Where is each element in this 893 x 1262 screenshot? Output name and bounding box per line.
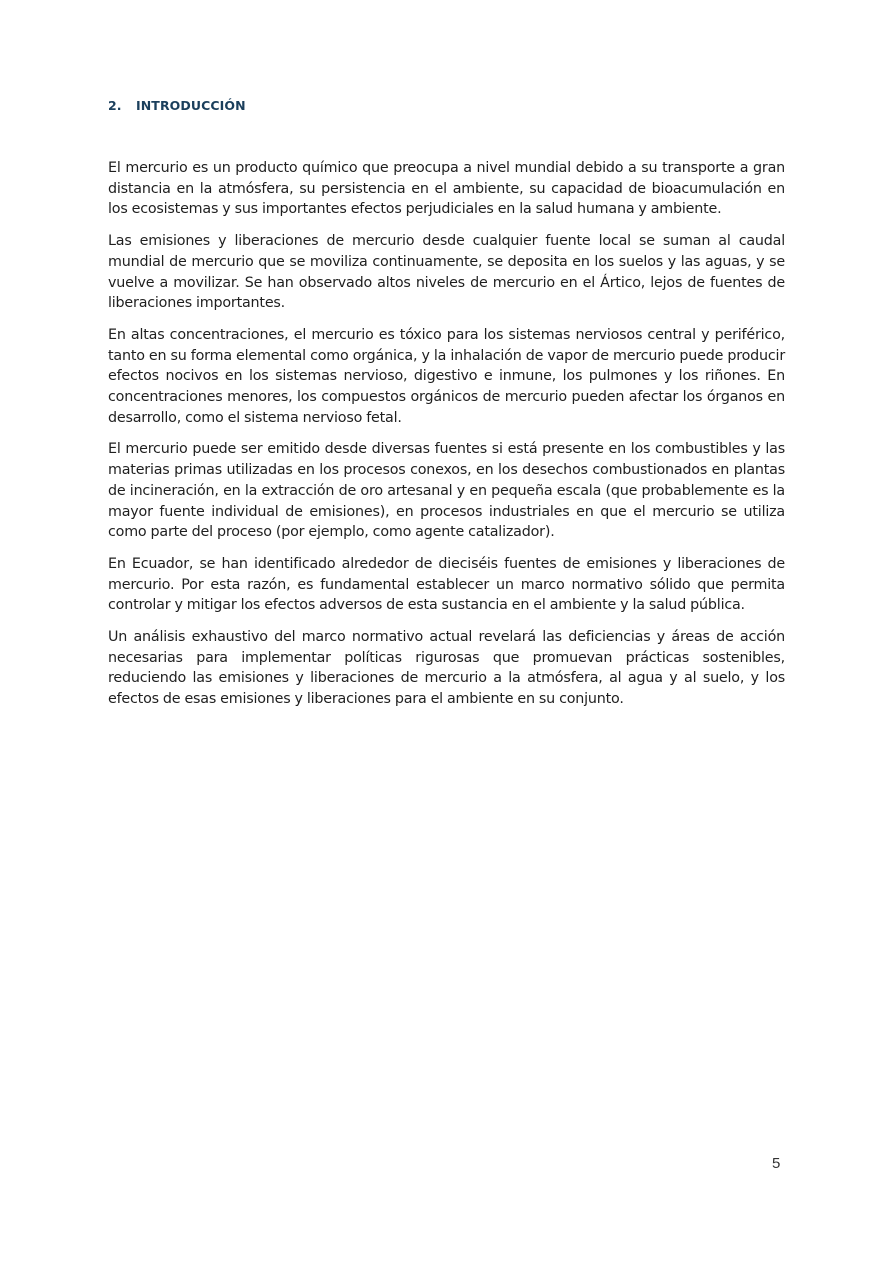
paragraph: En altas concentraciones, el mercurio es tóxico para los sistemas nerviosos central y periférico, tanto en su forma elemental como orgánica, y la inhalación de vapor de mercurio puede producir efectos nocivos en los sistemas nervioso, digestivo e inmune, los pulmones y los riñones. En concentraciones menores, los compuestos orgánicos de mercurio pueden afectar los órganos en desarrollo, como el sistema nervioso fetal. bbox=[108, 326, 785, 426]
section-body bbox=[108, 158, 785, 721]
paragraph: En Ecuador, se han identificado alrededor de dieciséis fuentes de emisiones y liberaciones de mercurio. Por esta razón, es fundamental establecer un marco normativo sólido que permita controlar y mitigar los efectos adversos de esta sustancia en el ambiente y la salud pública. bbox=[108, 555, 785, 614]
paragraph: Un análisis exhaustivo del marco normativo actual revelará las deficiencias y áreas de acción necesarias para implementar políticas rigurosas que promuevan prácticas sostenibles, reduciendo las emisiones y liberaciones de mercurio a la atmósfera, al agua y al suelo, y los efectos de esas emisiones y liberaciones para el ambiente en su conjunto. bbox=[108, 629, 785, 708]
section-number: 2. bbox=[108, 98, 122, 113]
section-title: INTRODUCCIÓN bbox=[136, 98, 246, 113]
paragraph: El mercurio puede ser emitido desde diversas fuentes si está presente en los combustibles y las materias primas utilizadas en los procesos conexos, en los desechos combustionados en plantas de incineración, en la extracción de oro artesanal y en pequeña escala (que probablemente es la mayor fuente individual de emisiones), en procesos industriales en que el mercurio se utiliza como parte del proceso (por ejemplo, como agente catalizador). bbox=[108, 441, 785, 541]
paragraph: El mercurio es un producto químico que preocupa a nivel mundial debido a su transporte a gran distancia en la atmósfera, su persistencia en el ambiente, su capacidad de bioacumulación en los ecosistemas y sus importantes efectos perjudiciales en la salud humana y ambiente. bbox=[108, 160, 785, 218]
paragraph: Las emisiones y liberaciones de mercurio desde cualquier fuente local se suman al caudal mundial de mercurio que se moviliza continuamente, se deposita en los suelos y las aguas, y se vuelve a movilizar. Se han observado altos niveles de mercurio en el Ártico, lejos de fuentes de liberaciones importantes. bbox=[108, 233, 785, 312]
page-number: 5 bbox=[772, 1155, 781, 1172]
section-heading bbox=[108, 98, 246, 113]
